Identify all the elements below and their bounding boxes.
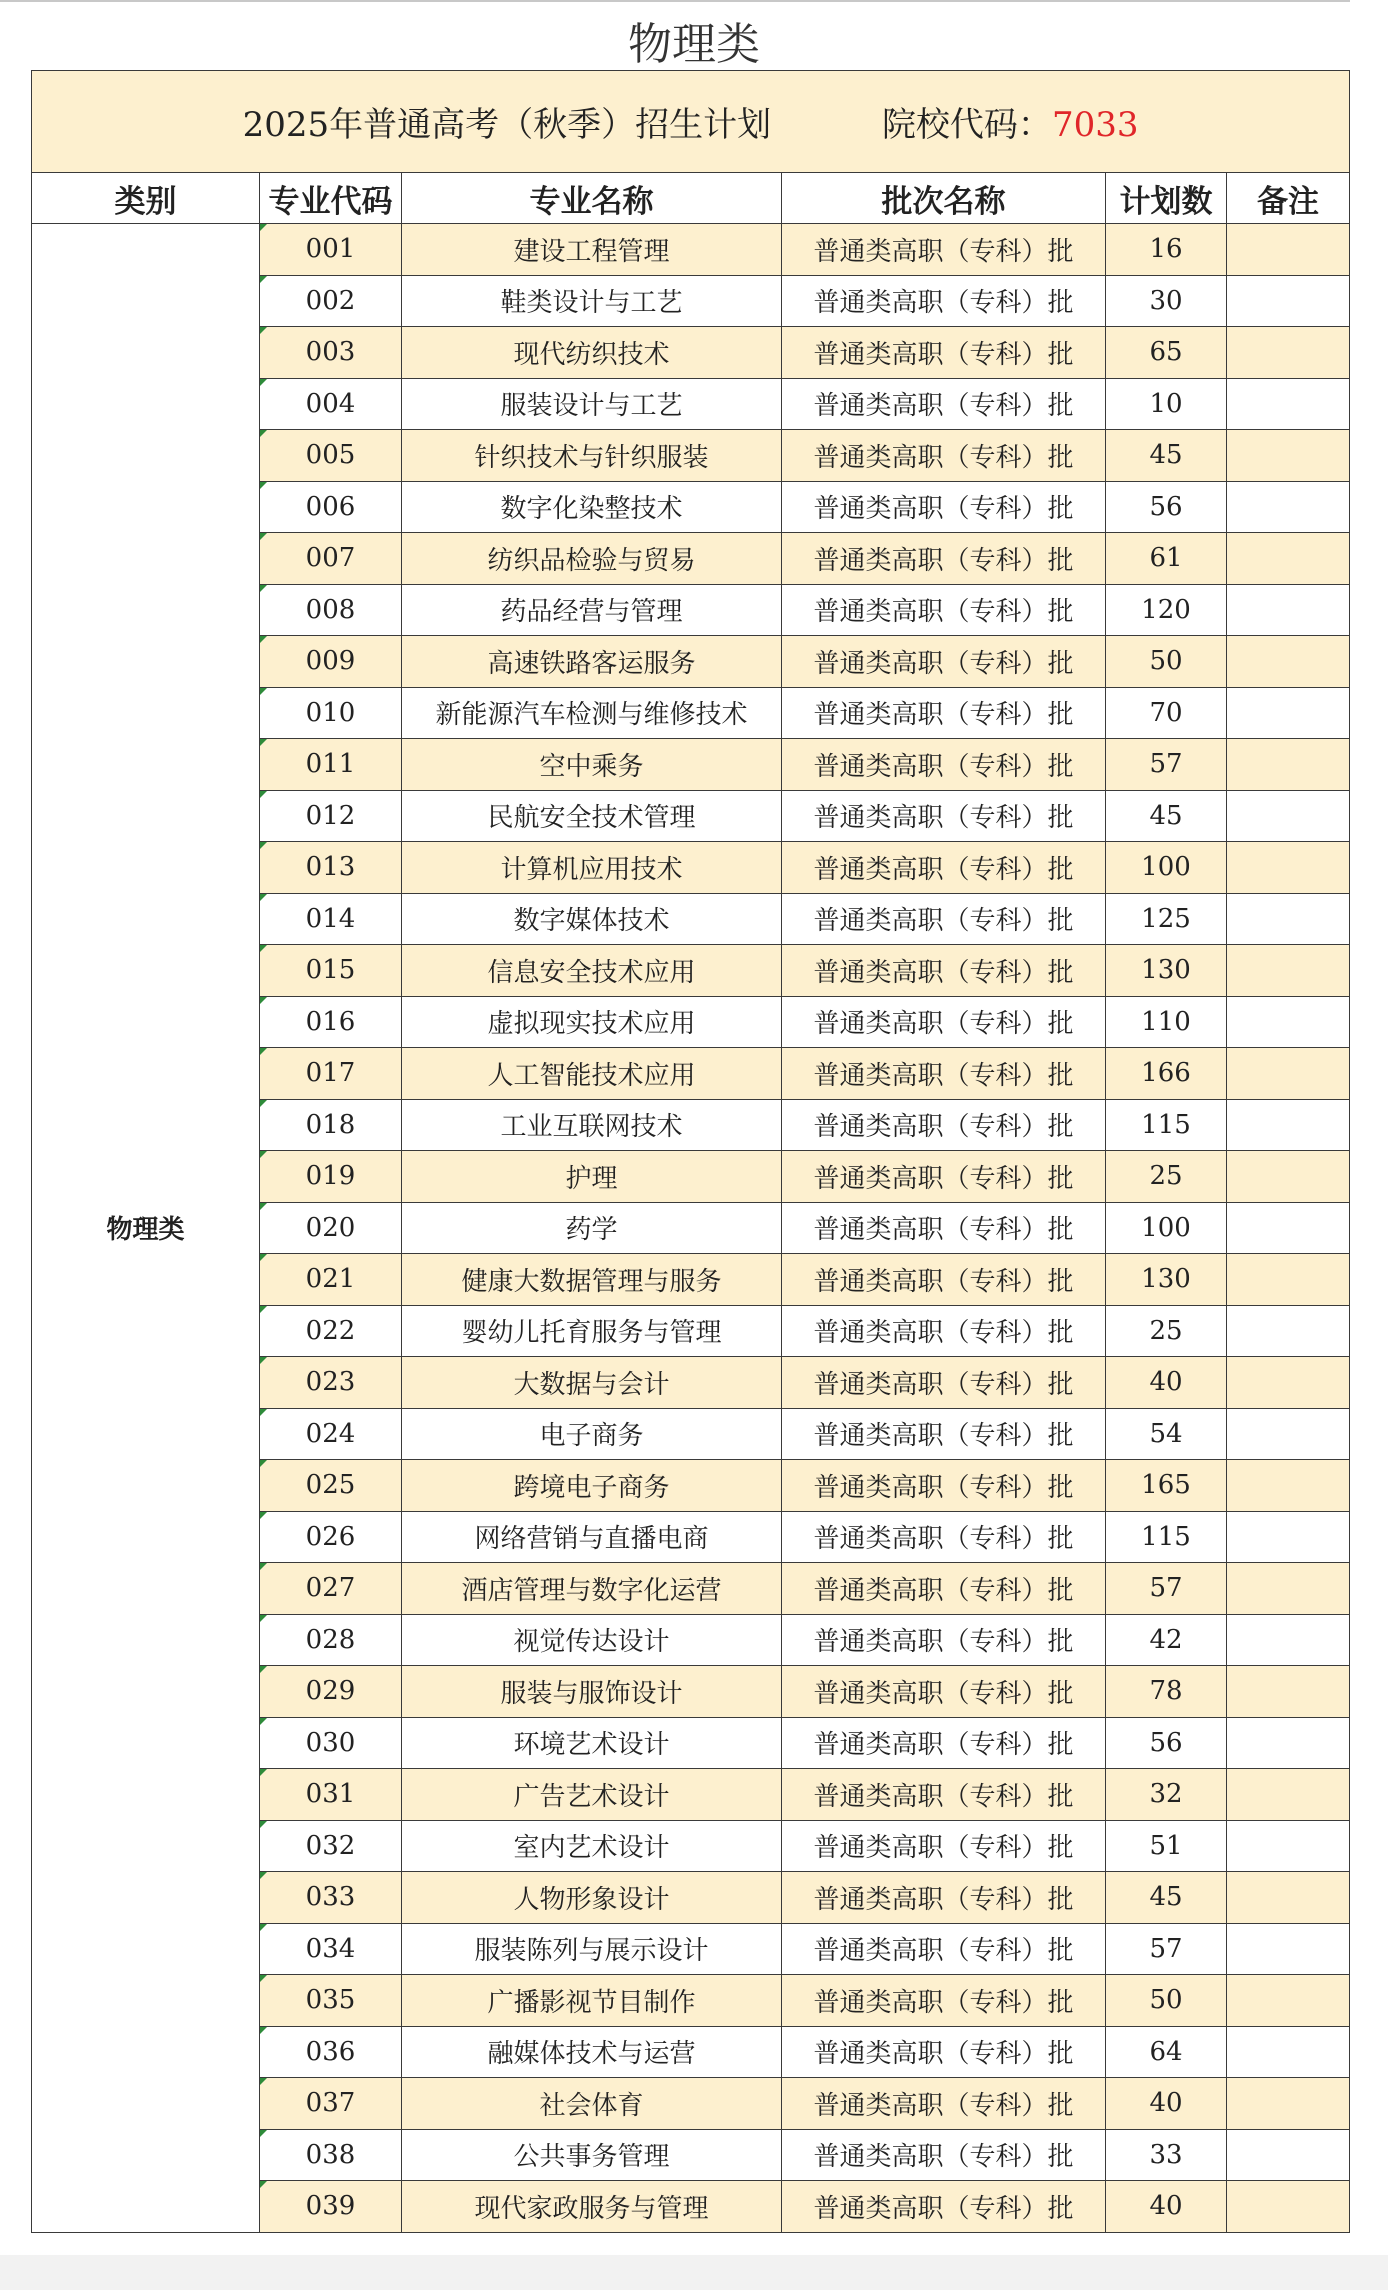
plan-count-cell: 120 (1106, 584, 1227, 636)
major-name-cell: 大数据与会计 (402, 1357, 782, 1409)
remarks-cell (1227, 1305, 1350, 1357)
batch-name-cell: 普通类高职（专科）批 (782, 1048, 1106, 1100)
plan-count-cell: 45 (1106, 790, 1227, 842)
batch-name-cell: 普通类高职（专科）批 (782, 1717, 1106, 1769)
plan-count-cell: 125 (1106, 893, 1227, 945)
major-code-cell: 008 (260, 584, 402, 636)
plan-count-cell: 45 (1106, 1872, 1227, 1924)
major-name-cell: 护理 (402, 1151, 782, 1203)
plan-count-cell: 70 (1106, 687, 1227, 739)
plan-count-cell: 10 (1106, 378, 1227, 430)
major-name-cell: 服装陈列与展示设计 (402, 1923, 782, 1975)
plan-count-cell: 16 (1106, 224, 1227, 276)
major-name-cell: 视觉传达设计 (402, 1614, 782, 1666)
remarks-cell (1227, 790, 1350, 842)
batch-name-cell: 普通类高职（专科）批 (782, 636, 1106, 688)
major-name-cell: 信息安全技术应用 (402, 945, 782, 997)
plan-count-cell: 56 (1106, 481, 1227, 533)
remarks-cell (1227, 739, 1350, 791)
major-code-cell: 009 (260, 636, 402, 688)
major-name-cell: 空中乘务 (402, 739, 782, 791)
major-name-cell: 服装与服饰设计 (402, 1666, 782, 1718)
header-major-name: 专业名称 (402, 173, 782, 224)
remarks-cell (1227, 996, 1350, 1048)
batch-name-cell: 普通类高职（专科）批 (782, 2181, 1106, 2233)
batch-name-cell: 普通类高职（专科）批 (782, 893, 1106, 945)
major-name-cell: 鞋类设计与工艺 (402, 275, 782, 327)
remarks-cell (1227, 2181, 1350, 2233)
major-code-cell: 023 (260, 1357, 402, 1409)
major-code-cell: 010 (260, 687, 402, 739)
header-major-code: 专业代码 (260, 173, 402, 224)
plan-count-cell: 115 (1106, 1099, 1227, 1151)
major-code-cell: 019 (260, 1151, 402, 1203)
major-name-cell: 社会体育 (402, 2078, 782, 2130)
plan-count-cell: 100 (1106, 1202, 1227, 1254)
batch-name-cell: 普通类高职（专科）批 (782, 1872, 1106, 1924)
major-name-cell: 高速铁路客运服务 (402, 636, 782, 688)
plan-count-cell: 40 (1106, 1357, 1227, 1409)
batch-name-cell: 普通类高职（专科）批 (782, 2129, 1106, 2181)
major-name-cell: 药学 (402, 1202, 782, 1254)
batch-name-cell: 普通类高职（专科）批 (782, 1769, 1106, 1821)
remarks-cell (1227, 1048, 1350, 1100)
plan-count-cell: 110 (1106, 996, 1227, 1048)
remarks-cell (1227, 327, 1350, 379)
remarks-cell (1227, 2129, 1350, 2181)
table-row (32, 224, 1350, 276)
major-name-cell: 电子商务 (402, 1408, 782, 1460)
plan-count-cell: 25 (1106, 1305, 1227, 1357)
plan-count-cell: 30 (1106, 275, 1227, 327)
remarks-cell (1227, 584, 1350, 636)
remarks-cell (1227, 1357, 1350, 1409)
remarks-cell (1227, 1975, 1350, 2027)
plan-count-cell: 61 (1106, 533, 1227, 585)
banner-title: 2025年普通高考（秋季）招生计划 (242, 105, 772, 145)
major-code-cell: 027 (260, 1563, 402, 1615)
plan-count-cell: 42 (1106, 1614, 1227, 1666)
plan-count-cell: 57 (1106, 1923, 1227, 1975)
remarks-cell (1227, 378, 1350, 430)
plan-count-cell: 100 (1106, 842, 1227, 894)
remarks-cell (1227, 1717, 1350, 1769)
plan-count-cell: 130 (1106, 945, 1227, 997)
banner-cell (32, 71, 1350, 173)
header-row (32, 173, 1350, 224)
remarks-cell (1227, 224, 1350, 276)
major-code-cell: 030 (260, 1717, 402, 1769)
batch-name-cell: 普通类高职（专科）批 (782, 327, 1106, 379)
major-code-cell: 035 (260, 1975, 402, 2027)
batch-name-cell: 普通类高职（专科）批 (782, 1408, 1106, 1460)
header-remarks: 备注 (1227, 173, 1350, 224)
header-plan-count: 计划数 (1106, 173, 1227, 224)
plan-count-cell: 165 (1106, 1460, 1227, 1512)
major-name-cell: 工业互联网技术 (402, 1099, 782, 1151)
school-code-label: 院校代码： (881, 105, 1052, 145)
remarks-cell (1227, 275, 1350, 327)
batch-name-cell: 普通类高职（专科）批 (782, 275, 1106, 327)
enrollment-plan-table (31, 70, 1350, 2233)
batch-name-cell: 普通类高职（专科）批 (782, 2078, 1106, 2130)
major-code-cell: 016 (260, 996, 402, 1048)
major-name-cell: 纺织品检验与贸易 (402, 533, 782, 585)
major-name-cell: 跨境电子商务 (402, 1460, 782, 1512)
major-code-cell: 002 (260, 275, 402, 327)
major-code-cell: 013 (260, 842, 402, 894)
remarks-cell (1227, 1666, 1350, 1718)
header-category: 类别 (32, 173, 260, 224)
plan-count-cell: 65 (1106, 327, 1227, 379)
batch-name-cell: 普通类高职（专科）批 (782, 1151, 1106, 1203)
batch-name-cell: 普通类高职（专科）批 (782, 1975, 1106, 2027)
remarks-cell (1227, 2026, 1350, 2078)
school-code-value: 7033 (1051, 105, 1139, 145)
batch-name-cell: 普通类高职（专科）批 (782, 1254, 1106, 1306)
batch-name-cell: 普通类高职（专科）批 (782, 1614, 1106, 1666)
remarks-cell (1227, 636, 1350, 688)
major-code-cell: 026 (260, 1511, 402, 1563)
major-code-cell: 034 (260, 1923, 402, 1975)
batch-name-cell: 普通类高职（专科）批 (782, 430, 1106, 482)
remarks-cell (1227, 1923, 1350, 1975)
remarks-cell (1227, 842, 1350, 894)
major-name-cell: 人物形象设计 (402, 1872, 782, 1924)
major-name-cell: 针织技术与针织服装 (402, 430, 782, 482)
batch-name-cell: 普通类高职（专科）批 (782, 224, 1106, 276)
major-code-cell: 039 (260, 2181, 402, 2233)
major-name-cell: 室内艺术设计 (402, 1820, 782, 1872)
batch-name-cell: 普通类高职（专科）批 (782, 378, 1106, 430)
remarks-cell (1227, 893, 1350, 945)
major-code-cell: 038 (260, 2129, 402, 2181)
batch-name-cell: 普通类高职（专科）批 (782, 1563, 1106, 1615)
major-code-cell: 007 (260, 533, 402, 585)
major-name-cell: 网络营销与直播电商 (402, 1511, 782, 1563)
major-name-cell: 广播影视节目制作 (402, 1975, 782, 2027)
major-code-cell: 003 (260, 327, 402, 379)
batch-name-cell: 普通类高职（专科）批 (782, 584, 1106, 636)
major-name-cell: 虚拟现实技术应用 (402, 996, 782, 1048)
remarks-cell (1227, 1563, 1350, 1615)
remarks-cell (1227, 945, 1350, 997)
major-code-cell: 006 (260, 481, 402, 533)
major-name-cell: 药品经营与管理 (402, 584, 782, 636)
major-code-cell: 001 (260, 224, 402, 276)
batch-name-cell: 普通类高职（专科）批 (782, 481, 1106, 533)
major-name-cell: 酒店管理与数字化运营 (402, 1563, 782, 1615)
batch-name-cell: 普通类高职（专科）批 (782, 945, 1106, 997)
sheet-title: 物理类 (628, 19, 760, 70)
batch-name-cell: 普通类高职（专科）批 (782, 1099, 1106, 1151)
remarks-cell (1227, 1408, 1350, 1460)
plan-count-cell: 50 (1106, 636, 1227, 688)
major-name-cell: 计算机应用技术 (402, 842, 782, 894)
batch-name-cell: 普通类高职（专科）批 (782, 1666, 1106, 1718)
major-name-cell: 数字媒体技术 (402, 893, 782, 945)
major-code-cell: 021 (260, 1254, 402, 1306)
plan-count-cell: 45 (1106, 430, 1227, 482)
remarks-cell (1227, 1254, 1350, 1306)
major-name-cell: 服装设计与工艺 (402, 378, 782, 430)
plan-count-cell: 78 (1106, 1666, 1227, 1718)
remarks-cell (1227, 1202, 1350, 1254)
major-code-cell: 033 (260, 1872, 402, 1924)
major-name-cell: 婴幼儿托育服务与管理 (402, 1305, 782, 1357)
banner-row (32, 71, 1350, 173)
batch-name-cell: 普通类高职（专科）批 (782, 1305, 1106, 1357)
remarks-cell (1227, 1099, 1350, 1151)
plan-count-cell: 115 (1106, 1511, 1227, 1563)
batch-name-cell: 普通类高职（专科）批 (782, 1460, 1106, 1512)
major-name-cell: 融媒体技术与运营 (402, 2026, 782, 2078)
major-code-cell: 022 (260, 1305, 402, 1357)
remarks-cell (1227, 1614, 1350, 1666)
major-code-cell: 032 (260, 1820, 402, 1872)
batch-name-cell: 普通类高职（专科）批 (782, 842, 1106, 894)
plan-count-cell: 56 (1106, 1717, 1227, 1769)
bottom-band (0, 2255, 1388, 2290)
major-name-cell: 健康大数据管理与服务 (402, 1254, 782, 1306)
major-code-cell: 028 (260, 1614, 402, 1666)
batch-name-cell: 普通类高职（专科）批 (782, 1820, 1106, 1872)
plan-count-cell: 166 (1106, 1048, 1227, 1100)
plan-count-cell: 25 (1106, 1151, 1227, 1203)
plan-count-cell: 54 (1106, 1408, 1227, 1460)
major-name-cell: 民航安全技术管理 (402, 790, 782, 842)
plan-count-cell: 57 (1106, 1563, 1227, 1615)
major-code-cell: 024 (260, 1408, 402, 1460)
remarks-cell (1227, 430, 1350, 482)
major-name-cell: 现代家政服务与管理 (402, 2181, 782, 2233)
batch-name-cell: 普通类高职（专科）批 (782, 739, 1106, 791)
major-name-cell: 建设工程管理 (402, 224, 782, 276)
major-name-cell: 环境艺术设计 (402, 1717, 782, 1769)
plan-count-cell: 51 (1106, 1820, 1227, 1872)
remarks-cell (1227, 1769, 1350, 1821)
major-code-cell: 011 (260, 739, 402, 791)
remarks-cell (1227, 2078, 1350, 2130)
batch-name-cell: 普通类高职（专科）批 (782, 687, 1106, 739)
major-name-cell: 数字化染整技术 (402, 481, 782, 533)
major-name-cell: 人工智能技术应用 (402, 1048, 782, 1100)
category-cell: 物理类 (32, 224, 260, 2233)
remarks-cell (1227, 481, 1350, 533)
plan-count-cell: 33 (1106, 2129, 1227, 2181)
major-code-cell: 020 (260, 1202, 402, 1254)
remarks-cell (1227, 1511, 1350, 1563)
plan-count-cell: 50 (1106, 1975, 1227, 2027)
major-code-cell: 025 (260, 1460, 402, 1512)
plan-count-cell: 64 (1106, 2026, 1227, 2078)
major-code-cell: 018 (260, 1099, 402, 1151)
major-code-cell: 036 (260, 2026, 402, 2078)
batch-name-cell: 普通类高职（专科）批 (782, 1357, 1106, 1409)
batch-name-cell: 普通类高职（专科）批 (782, 996, 1106, 1048)
major-code-cell: 037 (260, 2078, 402, 2130)
header-batch-name: 批次名称 (782, 173, 1106, 224)
batch-name-cell: 普通类高职（专科）批 (782, 533, 1106, 585)
major-code-cell: 012 (260, 790, 402, 842)
major-code-cell: 005 (260, 430, 402, 482)
major-name-cell: 公共事务管理 (402, 2129, 782, 2181)
major-code-cell: 014 (260, 893, 402, 945)
plan-count-cell: 40 (1106, 2181, 1227, 2233)
batch-name-cell: 普通类高职（专科）批 (782, 1511, 1106, 1563)
major-name-cell: 广告艺术设计 (402, 1769, 782, 1821)
batch-name-cell: 普通类高职（专科）批 (782, 790, 1106, 842)
remarks-cell (1227, 533, 1350, 585)
batch-name-cell: 普通类高职（专科）批 (782, 2026, 1106, 2078)
major-code-cell: 004 (260, 378, 402, 430)
plan-count-cell: 130 (1106, 1254, 1227, 1306)
remarks-cell (1227, 687, 1350, 739)
major-code-cell: 031 (260, 1769, 402, 1821)
major-code-cell: 017 (260, 1048, 402, 1100)
plan-count-cell: 32 (1106, 1769, 1227, 1821)
major-name-cell: 新能源汽车检测与维修技术 (402, 687, 782, 739)
remarks-cell (1227, 1460, 1350, 1512)
top-border-line (0, 0, 1350, 2)
major-code-cell: 029 (260, 1666, 402, 1718)
remarks-cell (1227, 1820, 1350, 1872)
major-name-cell: 现代纺织技术 (402, 327, 782, 379)
batch-name-cell: 普通类高职（专科）批 (782, 1202, 1106, 1254)
plan-count-cell: 40 (1106, 2078, 1227, 2130)
remarks-cell (1227, 1872, 1350, 1924)
major-code-cell: 015 (260, 945, 402, 997)
remarks-cell (1227, 1151, 1350, 1203)
plan-count-cell: 57 (1106, 739, 1227, 791)
batch-name-cell: 普通类高职（专科）批 (782, 1923, 1106, 1975)
